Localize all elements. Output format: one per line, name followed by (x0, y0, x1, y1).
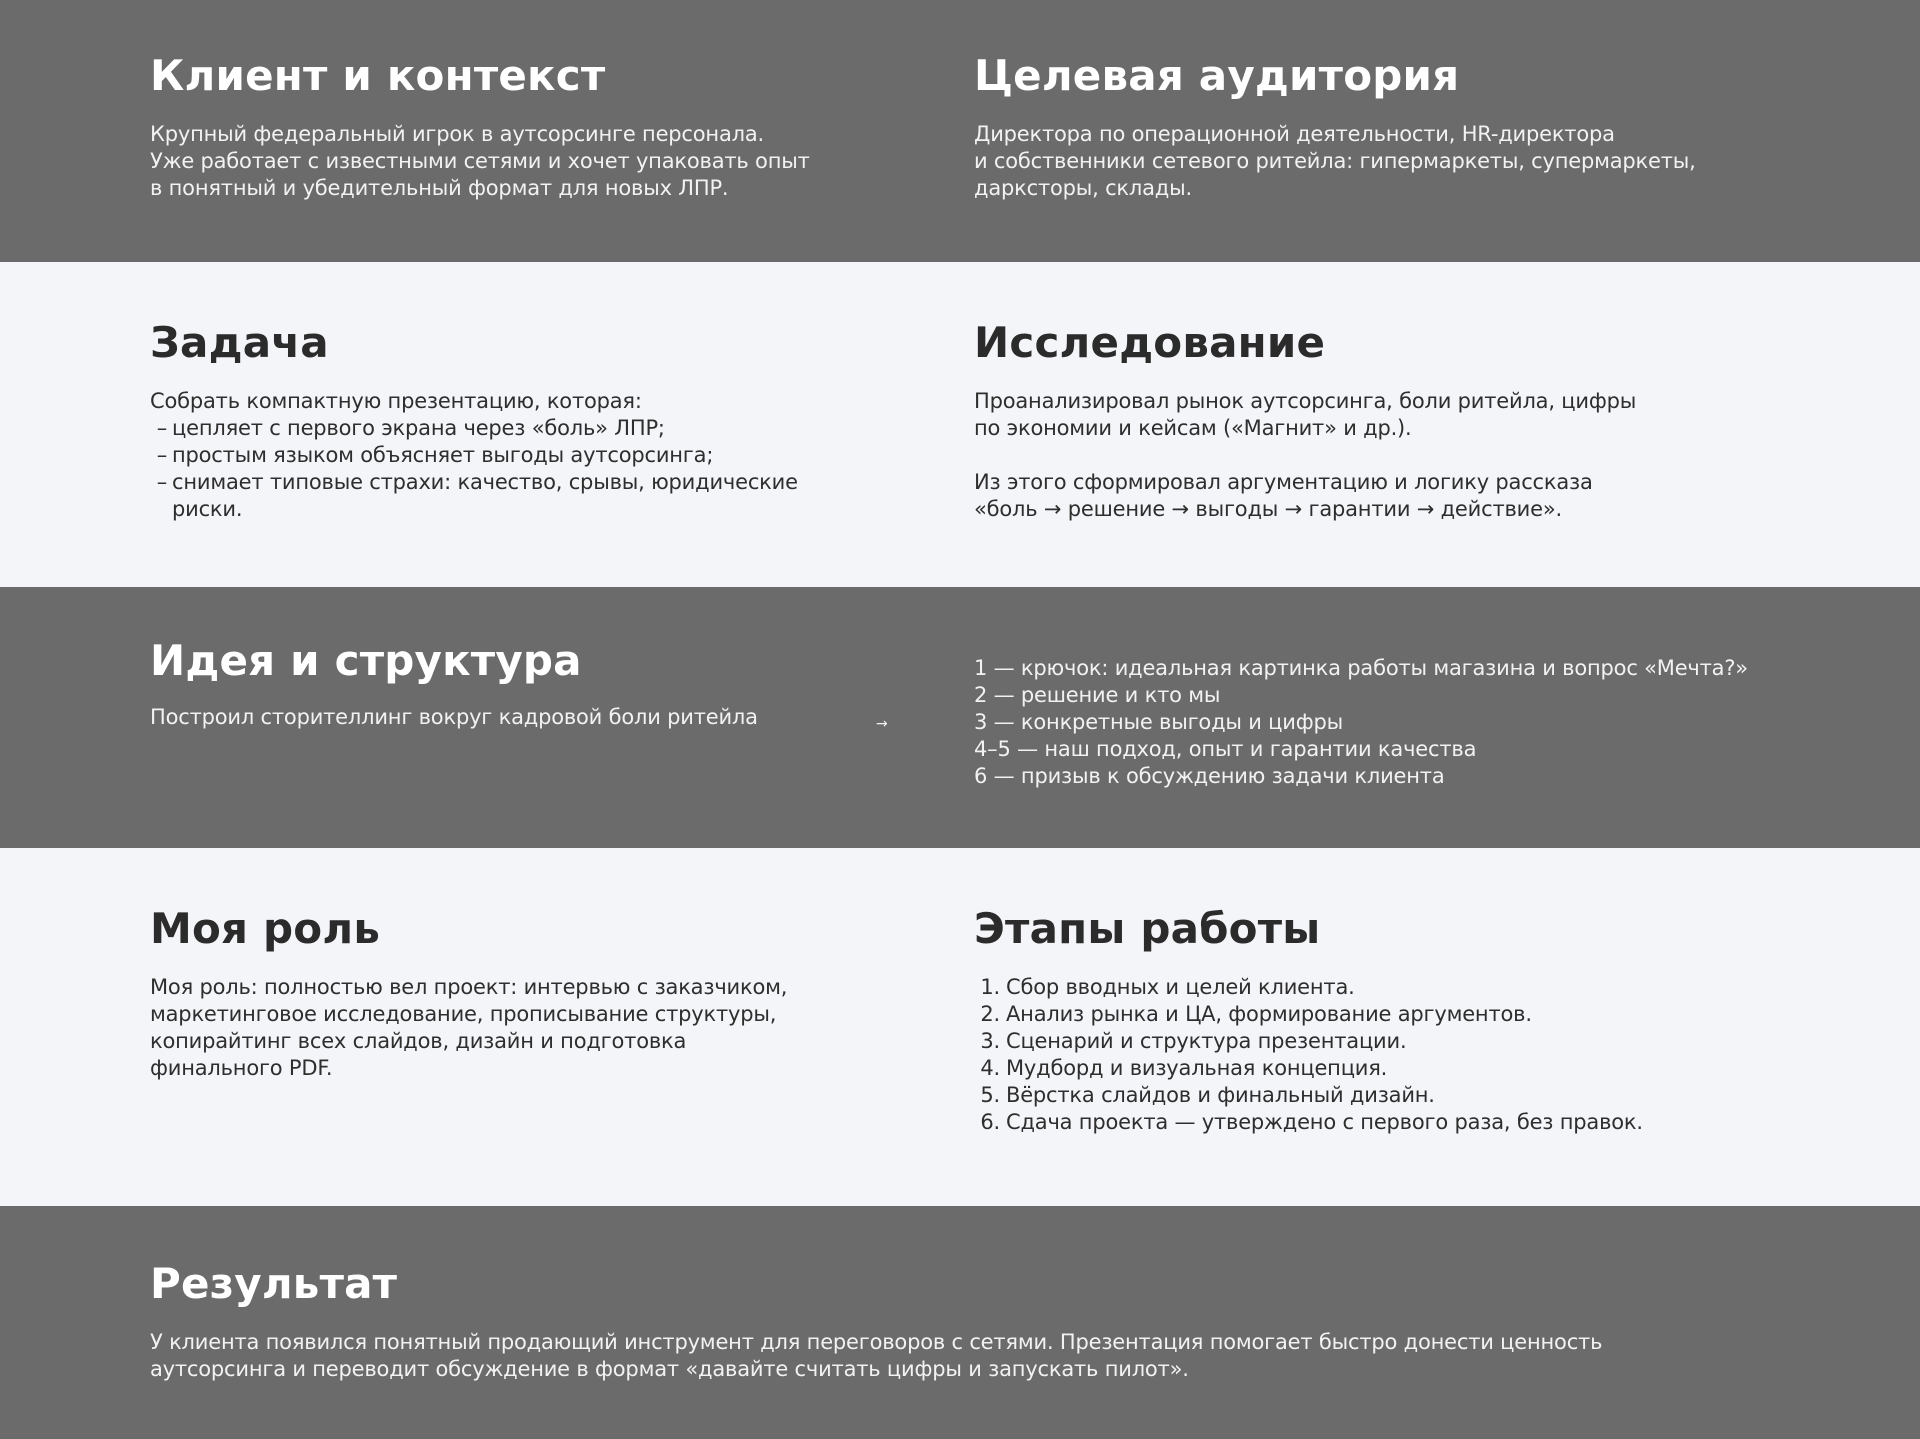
stage-number: 3. (980, 1029, 1000, 1053)
arrow-right-icon: → (876, 716, 888, 732)
task-item-text: цепляет с первого экрана через «боль» ЛПР; (172, 416, 665, 440)
idea-title: Идея и структура (150, 636, 582, 685)
audience-title: Целевая аудитория (974, 51, 1460, 100)
research-line: по экономии и кейсам («Магнит» и др.). (974, 416, 1412, 440)
task-intro: Собрать компактную презентацию, которая: (150, 389, 642, 413)
research-title: Исследование (974, 318, 1326, 367)
role-line: маркетинговое исследование, прописывание структуры, (150, 1002, 777, 1026)
stage-number: 6. (980, 1110, 1000, 1134)
result-line: аутсорсинга и переводит обсуждение в формат «давайте считать цифры и запускать пилот». (150, 1357, 1189, 1381)
client-context-text (150, 121, 910, 202)
research-line: Из этого сформировал аргументацию и логику рассказа (974, 470, 1593, 494)
idea-description: Построил сторителлинг вокруг кадровой боли ритейла (150, 705, 758, 729)
stage-text: Сценарий и структура презентации. (1006, 1029, 1407, 1053)
audience-line: даркcторы, склады. (974, 176, 1192, 200)
section-idea-structure (0, 587, 1920, 848)
stages-title: Этапы работы (974, 904, 1321, 953)
structure-item: 6 — призыв к обсуждению задачи клиента (974, 764, 1445, 788)
stage-text: Анализ рынка и ЦА, формирование аргументов. (1006, 1002, 1532, 1026)
stages-list (974, 974, 1854, 1136)
task-list-item (150, 415, 910, 442)
structure-list (974, 655, 1854, 790)
task-text (150, 388, 910, 523)
research-block (974, 317, 1854, 523)
stage-item (974, 1055, 1854, 1082)
client-context-block (150, 50, 910, 202)
bullet-dash: – (156, 443, 167, 467)
client-context-title: Клиент и контекст (150, 51, 606, 100)
structure-block (974, 655, 1854, 790)
audience-block (974, 50, 1854, 202)
audience-text (974, 121, 1854, 202)
client-line: Крупный федеральный игрок в аутсорсинге персонала. (150, 122, 764, 146)
client-line: в понятный и убедительный формат для новых ЛПР. (150, 176, 729, 200)
stage-item (974, 1001, 1854, 1028)
stage-item (974, 1082, 1854, 1109)
role-title: Моя роль (150, 904, 381, 953)
task-item-text: простым языком объясняет выгоды аутсорсинга; (172, 443, 714, 467)
task-item-text: снимает типовые страхи: качество, срывы, юридические (172, 470, 798, 494)
task-item-text: риски. (172, 497, 243, 521)
idea-block (150, 635, 910, 731)
stages-block (974, 903, 1854, 1136)
role-line: копирайтинг всех слайдов, дизайн и подготовка (150, 1029, 687, 1053)
structure-item: 3 — конкретные выгоды и цифры (974, 710, 1343, 734)
stage-number: 4. (980, 1056, 1000, 1080)
result-title: Результат (150, 1259, 398, 1308)
role-text (150, 974, 910, 1082)
result-text (150, 1329, 1850, 1383)
role-line: Моя роль: полностью вел проект: интервью с заказчиком, (150, 975, 788, 999)
task-title: Задача (150, 318, 329, 367)
bullet-dash: – (156, 416, 167, 440)
result-block (150, 1258, 1850, 1383)
paragraph-gap (974, 442, 1854, 469)
idea-text (150, 704, 910, 731)
role-block (150, 903, 910, 1082)
stage-item (974, 1028, 1854, 1055)
task-list-item (150, 469, 910, 496)
structure-item: 2 — решение и кто мы (974, 683, 1221, 707)
client-line: Уже работает с известными сетями и хочет упаковать опыт (150, 149, 810, 173)
bullet-dash: – (156, 470, 167, 494)
role-line: финального PDF. (150, 1056, 333, 1080)
audience-line: и собственники сетевого ритейла: гипермаркеты, супермаркеты, (974, 149, 1696, 173)
stage-item (974, 974, 1854, 1001)
stage-item (974, 1109, 1854, 1136)
task-block (150, 317, 910, 523)
stage-number: 2. (980, 1002, 1000, 1026)
stage-number: 1. (980, 975, 1000, 999)
structure-item: 1 — крючок: идеальная картинка работы магазина и вопрос «Мечта?» (974, 656, 1748, 680)
stage-text: Сбор вводных и целей клиента. (1006, 975, 1355, 999)
stage-text: Вёрстка слайдов и финальный дизайн. (1006, 1083, 1435, 1107)
section-client-audience (0, 0, 1920, 262)
bullet-spacer (150, 496, 172, 523)
research-line: Проанализировал рынок аутсорсинга, боли ритейла, цифры (974, 389, 1637, 413)
structure-item: 4–5 — наш подход, опыт и гарантии качества (974, 737, 1477, 761)
stage-text: Мудборд и визуальная концепция. (1006, 1056, 1388, 1080)
audience-line: Директора по операционной деятельности, HR-директора (974, 122, 1615, 146)
research-line: «боль → решение → выгоды → гарантии → действие». (974, 497, 1562, 521)
stage-text: Сдача проекта — утверждено с первого раза, без правок. (1006, 1110, 1643, 1134)
research-text (974, 388, 1854, 523)
stage-number: 5. (980, 1083, 1000, 1107)
section-role-stages (0, 848, 1920, 1206)
section-task-research (0, 262, 1920, 587)
task-list-item (150, 442, 910, 469)
result-line: У клиента появился понятный продающий инструмент для переговоров с сетями. Презентация помогает быстро донести ценность (150, 1330, 1603, 1354)
section-result (0, 1206, 1920, 1439)
task-list-item (150, 496, 910, 523)
